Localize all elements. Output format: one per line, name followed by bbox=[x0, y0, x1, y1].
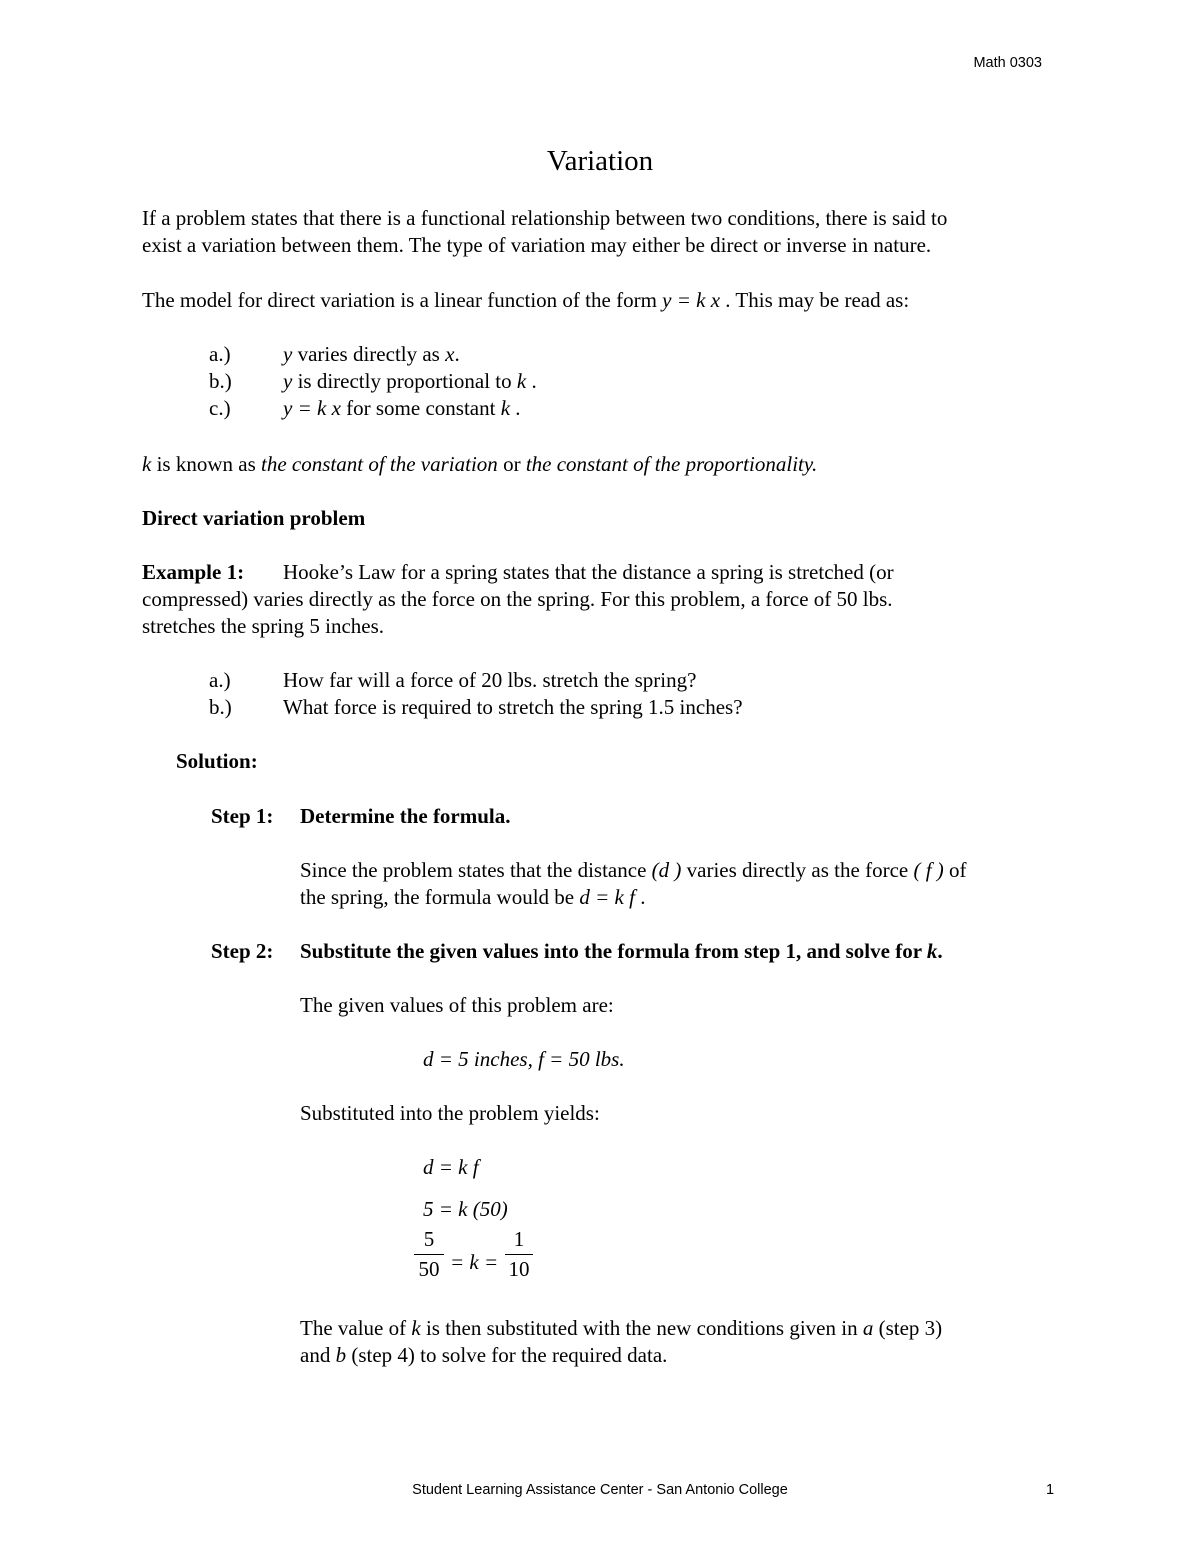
step-1-line-1-c: of bbox=[943, 858, 967, 882]
conclusion-1-b: is then substituted with the new conditions given in bbox=[420, 1316, 863, 1340]
reading-c-body: for some constant bbox=[340, 396, 501, 420]
reading-b-var: y bbox=[283, 369, 293, 393]
fraction-1-bar bbox=[414, 1254, 444, 1255]
course-header: Math 0303 bbox=[973, 55, 1042, 71]
equation-1: d = k f bbox=[423, 1155, 479, 1179]
step-2-heading-text: Substitute the given values into the formula from step 1, and solve for bbox=[300, 939, 927, 963]
question-a-text: How far will a force of 20 lbs. stretch the spring? bbox=[283, 668, 697, 692]
step-2-heading-var: k bbox=[926, 939, 938, 963]
reading-b-tail: . bbox=[526, 369, 537, 393]
model-text-before: The model for direct variation is a linear function of the form bbox=[142, 288, 663, 312]
reading-b-body: is directly proportional to bbox=[292, 369, 517, 393]
reading-b-text bbox=[283, 368, 537, 395]
conclusion-var-b: b bbox=[335, 1343, 347, 1367]
example-line-1: Hooke’s Law for a spring states that the distance a spring is stretched (or bbox=[283, 560, 894, 584]
conclusion-line-2 bbox=[300, 1342, 667, 1369]
reading-a-tail-var: x bbox=[445, 342, 455, 366]
reading-b-tail-var: k bbox=[516, 369, 527, 393]
step-1-line-2 bbox=[300, 884, 645, 911]
constant-em-2: the constant of the proportionality. bbox=[525, 452, 818, 476]
question-b-label: b.) bbox=[209, 695, 232, 719]
solution-label: Solution: bbox=[176, 749, 258, 773]
question-a-label: a.) bbox=[209, 668, 231, 692]
step-1-formula: d = k f bbox=[579, 885, 635, 909]
step-1-var-f: ( f ) bbox=[913, 858, 944, 882]
model-sentence bbox=[142, 287, 1062, 314]
fraction-2-numerator: 1 bbox=[513, 1227, 525, 1251]
reading-b-label: b.) bbox=[209, 369, 232, 393]
given-values: d = 5 inches, f = 50 lbs. bbox=[423, 1047, 625, 1071]
step-1-heading: Determine the formula. bbox=[300, 804, 511, 828]
page-number: 1 bbox=[1046, 1482, 1055, 1498]
reading-a-body: varies directly as bbox=[292, 342, 446, 366]
example-line-3: stretches the spring 5 inches. bbox=[142, 614, 385, 638]
intro-line-2: exist a variation between them. The type of variation may either be direct or inverse in nature. bbox=[142, 233, 932, 257]
reading-a-text bbox=[283, 341, 460, 368]
section-heading: Direct variation problem bbox=[142, 506, 366, 530]
example-line-2: compressed) varies directly as the force on the spring. For this problem, a force of 50 lbs. bbox=[142, 587, 893, 611]
reading-c-label: c.) bbox=[209, 396, 231, 420]
fraction-1-numerator: 5 bbox=[423, 1227, 435, 1251]
intro-line-1: If a problem states that there is a functional relationship between two conditions, there is said to bbox=[142, 206, 948, 230]
step-1-line-1-b: varies directly as the force bbox=[681, 858, 914, 882]
constant-var: k bbox=[142, 452, 152, 476]
reading-a-tail: . bbox=[454, 342, 460, 366]
model-text-after: . This may be read as: bbox=[720, 288, 910, 312]
page-title: Variation bbox=[546, 145, 654, 177]
question-b-text: What force is required to stretch the spring 1.5 inches? bbox=[283, 695, 743, 719]
constant-text-1: is known as bbox=[151, 452, 261, 476]
model-formula: y = k x bbox=[662, 288, 721, 312]
reading-c-tail-var: k bbox=[500, 396, 511, 420]
example-label: Example 1: bbox=[142, 560, 245, 584]
step-1-line-1-a: Since the problem states that the distance bbox=[300, 858, 652, 882]
constant-definition bbox=[142, 451, 1062, 478]
constant-text-2: or bbox=[497, 452, 526, 476]
fraction-1-over-10 bbox=[505, 1226, 533, 1283]
conclusion-line-1 bbox=[300, 1315, 942, 1342]
reading-c-text bbox=[283, 395, 521, 422]
step-1-line-2-b: . bbox=[634, 885, 646, 909]
fraction-1-denominator: 50 bbox=[418, 1257, 440, 1281]
conclusion-1-a: The value of bbox=[300, 1316, 412, 1340]
conclusion-2-a: and bbox=[300, 1343, 336, 1367]
reading-c-var: y = k x bbox=[283, 396, 341, 420]
conclusion-2-b: (step 4) to solve for the required data. bbox=[346, 1343, 668, 1367]
step-1-line-1 bbox=[300, 857, 967, 884]
given-intro: The given values of this problem are: bbox=[300, 993, 614, 1017]
reading-a-var: y bbox=[283, 342, 293, 366]
step-1-label: Step 1: bbox=[211, 804, 274, 828]
conclusion-var-a: a bbox=[862, 1316, 874, 1340]
conclusion-1-c: (step 3) bbox=[873, 1316, 943, 1340]
equation-3-middle: = k = bbox=[450, 1250, 499, 1274]
step-2-heading-end: . bbox=[937, 939, 943, 963]
step-2-label: Step 2: bbox=[211, 939, 274, 963]
step-1-var-d: (d ) bbox=[651, 858, 682, 882]
fraction-2-denominator: 10 bbox=[508, 1257, 530, 1281]
conclusion-var-k: k bbox=[411, 1316, 421, 1340]
step-2-heading bbox=[300, 938, 943, 965]
fraction-2-bar bbox=[505, 1254, 533, 1255]
fraction-5-over-50 bbox=[414, 1226, 444, 1283]
reading-c-tail: . bbox=[510, 396, 521, 420]
step-1-line-2-a: the spring, the formula would be bbox=[300, 885, 580, 909]
footer-center: Student Learning Assistance Center - San Antonio College bbox=[412, 1482, 788, 1498]
reading-a-label: a.) bbox=[209, 342, 231, 366]
substituted-intro: Substituted into the problem yields: bbox=[300, 1101, 600, 1125]
constant-em-1: the constant of the variation bbox=[261, 452, 498, 476]
equation-2: 5 = k (50) bbox=[423, 1197, 508, 1221]
